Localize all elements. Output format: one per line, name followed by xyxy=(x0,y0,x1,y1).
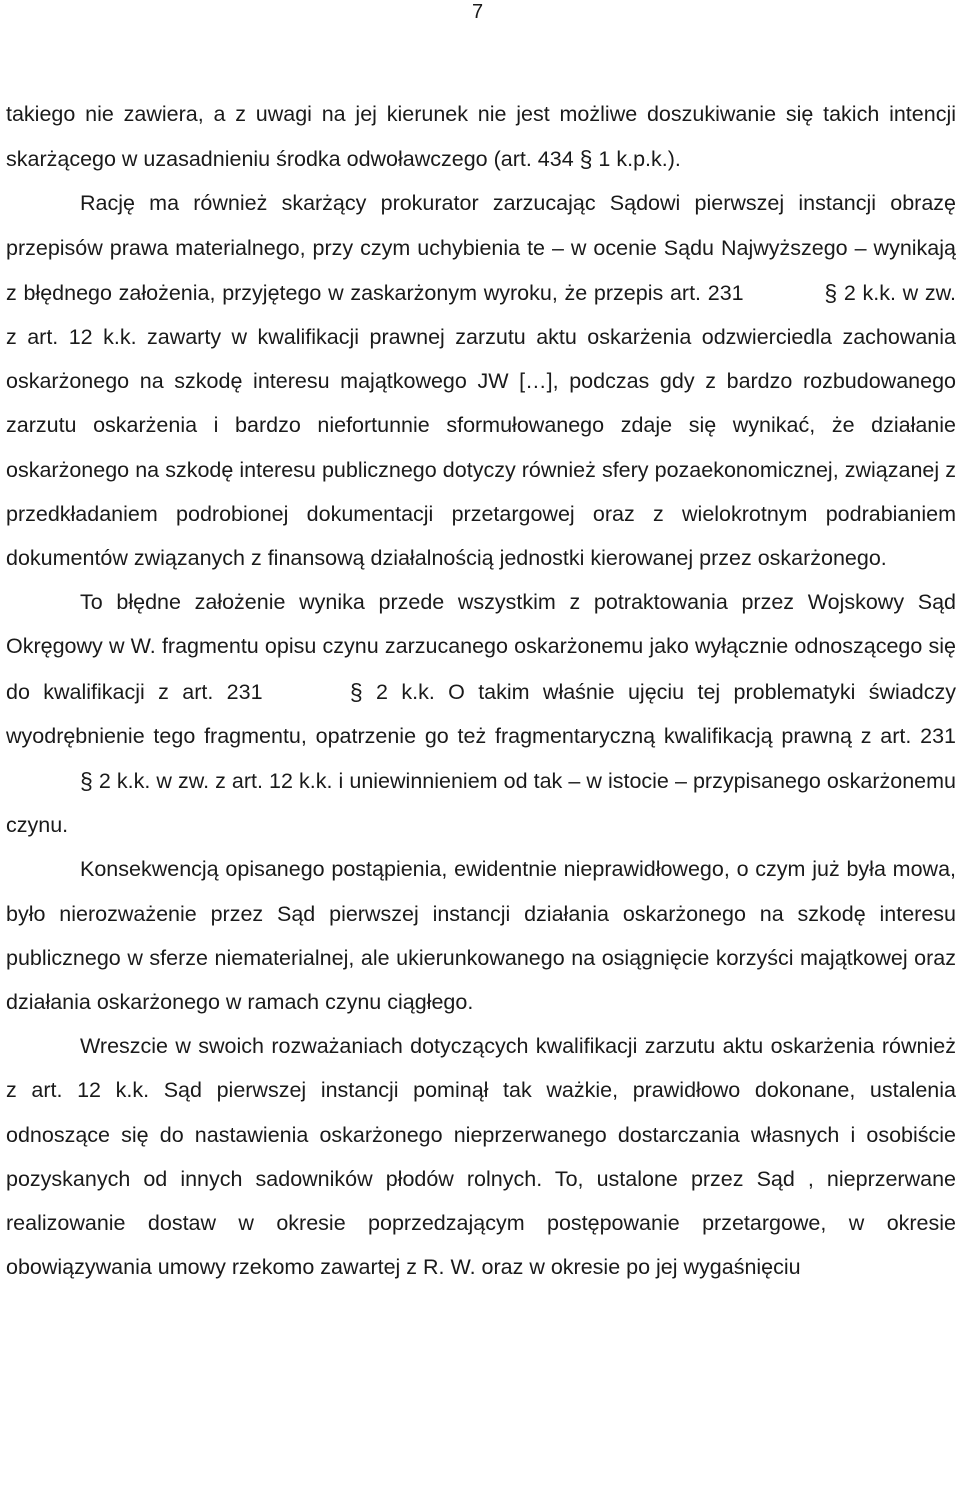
paragraph-text: 2 k.k. w zw. z art. 12 k.k. zawarty w kwalifikacji prawnej zarzutu aktu oskarżenia odzwierciedla zachowania oskarżonego na szkodę interesu majątkowego JW […], podczas gdy z bardzo rozbudowanego zarzutu oskarżenia i bardzo niefortunnie sformułowanego zdaje się wynikać, że działanie oskarżonego na szkodę interesu publicznego dotyczy również sfery pozaekonomicznej, związanej z przedkładaniem podrobionej dokumentacji przetargowej oraz z wielokrotnym podrabianiem dokumentów związanych z finansową działalnością jednostki kierowanej przez oskarżonego. xyxy=(6,280,956,571)
paragraph-text: Rację ma również skarżący prokurator zarzucając Sądowi pierwszej instancji obrazę przepisów prawa materialnego, przy czym uchybienia te – w ocenie Sądu Najwyższego – wynikają z błędnego założenia, przyjętego w zaskarżonym wyroku, że przepis art. 231 xyxy=(6,191,956,305)
paragraph xyxy=(6,847,956,1024)
section-sign: § xyxy=(579,146,593,173)
paragraph-text: Konsekwencją opisanego postąpienia, ewidentnie nieprawidłowego, o czym już była mowa, było nierozważenie przez Sąd pierwszej instancji działania oskarżonego na szkodę interesu publicznego w sferze niematerialnej, ale ukierunkowanego na osiągnięcie korzyści majątkowej oraz działania oskarżonego w ramach czynu ciągłego. xyxy=(6,857,956,1015)
paragraph xyxy=(6,181,956,580)
paragraph-text: Wreszcie w swoich rozważaniach dotyczących kwalifikacji zarzutu aktu oskarżenia również z art. 12 k.k. Sąd pierwszej instancji pominął tak ważkie, prawidłowo dokonane, ustalenia odnoszące się do nastawienia oskarżonego nieprzerwanego dostarczania własnych i osobiście pozyskanych od innych sadowników płodów rolnych. To, ustalone przez Sąd , nieprzerwane realizowanie dostaw w okresie poprzedzającym postępowanie przetargowe, w okresie obowiązywania umowy rzekomo zawartej z R. W. oraz w okresie po jej wygaśnięciu xyxy=(6,1034,956,1280)
paragraph-text: To błędne założenie wynika przede wszystkim z potraktowania przez Wojskowy Sąd Okręgowy w W. fragmentu opisu czynu zarzucanego oskarżonemu jako wyłącznie odnoszącego się do kwalifikacji z art. 231 xyxy=(6,590,956,704)
section-sign: § xyxy=(824,279,838,306)
section-sign: § xyxy=(349,678,363,705)
paragraph-text: takiego nie zawiera, a z uwagi na jej kierunek nie jest możliwe doszukiwanie się takich intencji skarżącego w uzasadnieniu środka odwoławczego (art. 434 xyxy=(6,102,956,172)
paragraph xyxy=(6,1024,956,1289)
paragraph-continuation xyxy=(6,92,956,181)
document-body xyxy=(6,92,956,1289)
paragraph-text: 2 k.k. w zw. z art. 12 k.k. i uniewinnieniem od tak – w istocie – przypisanego oskarżonemu czynu. xyxy=(6,769,956,838)
paragraph-text: 1 k.p.k.). xyxy=(592,147,681,172)
paragraph xyxy=(6,580,956,847)
page-number: 7 xyxy=(472,1,484,23)
paragraph-text: 2 k.k. O takim właśnie ujęciu tej problematyki świadczy wyodrębnienie tego fragmentu, opatrzenie go też fragmentaryczną kwalifikacją prawną z art. 231 xyxy=(6,679,956,748)
section-sign: § xyxy=(80,768,93,795)
